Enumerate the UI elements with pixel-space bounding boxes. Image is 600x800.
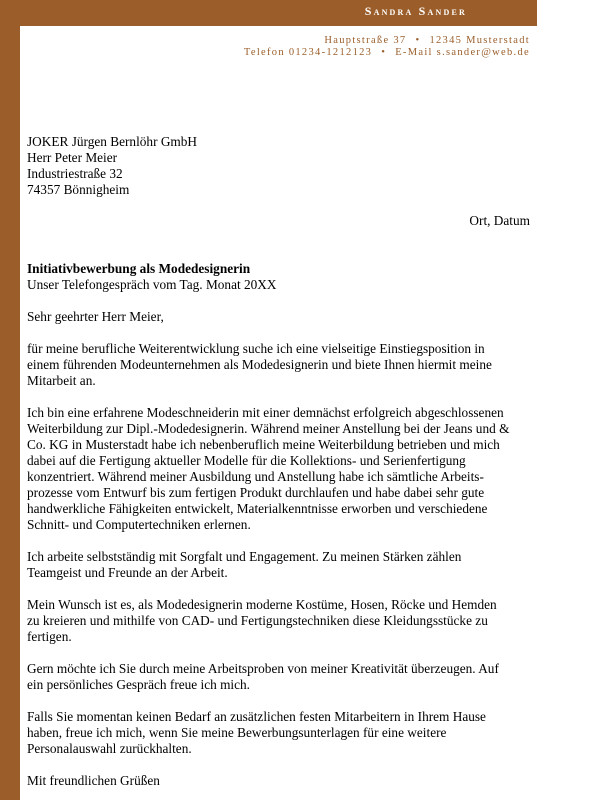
text-line: ein persönliches Gespräch freue ich mich. xyxy=(27,677,251,692)
text-line: fertigen. xyxy=(27,629,72,644)
text-line: Mein Wunsch ist es, als Modedesignerin moderne Kostüme, Hosen, Röcke und Hemden xyxy=(27,597,497,612)
sender-contact xyxy=(244,47,530,58)
recipient-street: Industriestraße 32 xyxy=(27,166,123,181)
sender-name: Sandra Sander xyxy=(364,4,467,18)
sender-street: Hauptstraße 37 xyxy=(324,35,407,46)
text-line: Falls Sie momentan keinen Bedarf an zusätzlichen festen Mitarbeitern in Ihrem Hause xyxy=(27,709,486,724)
subject-reference: Unser Telefongespräch vom Tag. Monat 20XX xyxy=(27,277,277,292)
text-line: Co. KG in Musterstadt habe ich nebenberuflich meine Weiterbildung betrieben und mich xyxy=(27,437,500,452)
sender-email: E-Mail s.sander@web.de xyxy=(395,47,530,58)
header-bar xyxy=(0,0,537,26)
paragraph-5 xyxy=(27,661,532,693)
text-line: haben, freue ich mich, wenn Sie meine Bewerbungsunterlagen für eine weitere xyxy=(27,725,447,740)
text-line: Teamgeist und Freunde an der Arbeit. xyxy=(27,565,228,580)
text-line: Personalauswahl zurückhalten. xyxy=(27,741,192,756)
paragraph-4 xyxy=(27,597,532,645)
text-line: Gern möchte ich Sie durch meine Arbeitsproben von meiner Kreativität überzeugen. Auf xyxy=(27,661,499,676)
paragraph-3 xyxy=(27,549,532,581)
text-line: einem führenden Modeunternehmen als Modedesignerin und biete Ihnen hiermit meine xyxy=(27,357,492,372)
text-line: für meine berufliche Weiterentwicklung suche ich eine vielseitige Einstiegsposition in xyxy=(27,341,485,356)
sender-city: 12345 Musterstadt xyxy=(429,35,530,46)
letter-body xyxy=(27,261,532,789)
text-line: Mitarbeit an. xyxy=(27,373,96,388)
text-line: Ich bin eine erfahrene Modeschneiderin mit einer demnächst erfolgreich abgeschlossenen xyxy=(27,405,504,420)
separator-dot: • xyxy=(415,35,421,46)
recipient-person: Herr Peter Meier xyxy=(27,150,118,165)
recipient-city: 74357 Bönnigheim xyxy=(27,182,130,197)
text-line: Weiterbildung zur Dipl.-Modedesignerin. Während meiner Anstellung bei der Jeans und & xyxy=(27,421,510,436)
closing: Mit freundlichen Grüßen xyxy=(27,773,160,788)
text-line: zu kreieren und mithilfe von CAD- und Fertigungstechniken diese Kleidungsstücke zu xyxy=(27,613,488,628)
text-line: prozesse vom Entwurf bis zum fertigen Produkt durchlaufen und habe dabei sehr gute xyxy=(27,485,485,500)
sender-address xyxy=(324,35,530,46)
salutation: Sehr geehrter Herr Meier, xyxy=(27,309,164,324)
text-line: Schnitt- und Computertechniken erlernen. xyxy=(27,517,251,532)
recipient-address xyxy=(27,134,197,198)
text-line: konzentriert. Während meiner Ausbildung und Anstellung habe ich sämtliche Arbeits- xyxy=(27,469,484,484)
subject-title: Initiativbewerbung als Modedesignerin xyxy=(27,261,251,276)
text-line: handwerkliche Fähigkeiten entwickelt, Materialkenntnisse erworben und verschiedene xyxy=(27,501,488,516)
sender-phone: Telefon 01234-1212123 xyxy=(243,47,373,58)
separator-dot: • xyxy=(381,47,387,58)
paragraph-1 xyxy=(27,341,532,389)
paragraph-2 xyxy=(27,405,532,533)
text-line: dabei auf die Fertigung aktueller Modelle für die Kollektions- und Serienfertigung xyxy=(27,453,466,468)
paragraph-6 xyxy=(27,709,532,757)
text-line: Ich arbeite selbstständig mit Sorgfalt und Engagement. Zu meinen Stärken zählen xyxy=(27,549,462,564)
letter-date: Ort, Datum xyxy=(469,213,530,228)
recipient-company: JOKER Jürgen Bernlöhr GmbH xyxy=(27,134,198,149)
left-accent-bar xyxy=(0,0,20,800)
